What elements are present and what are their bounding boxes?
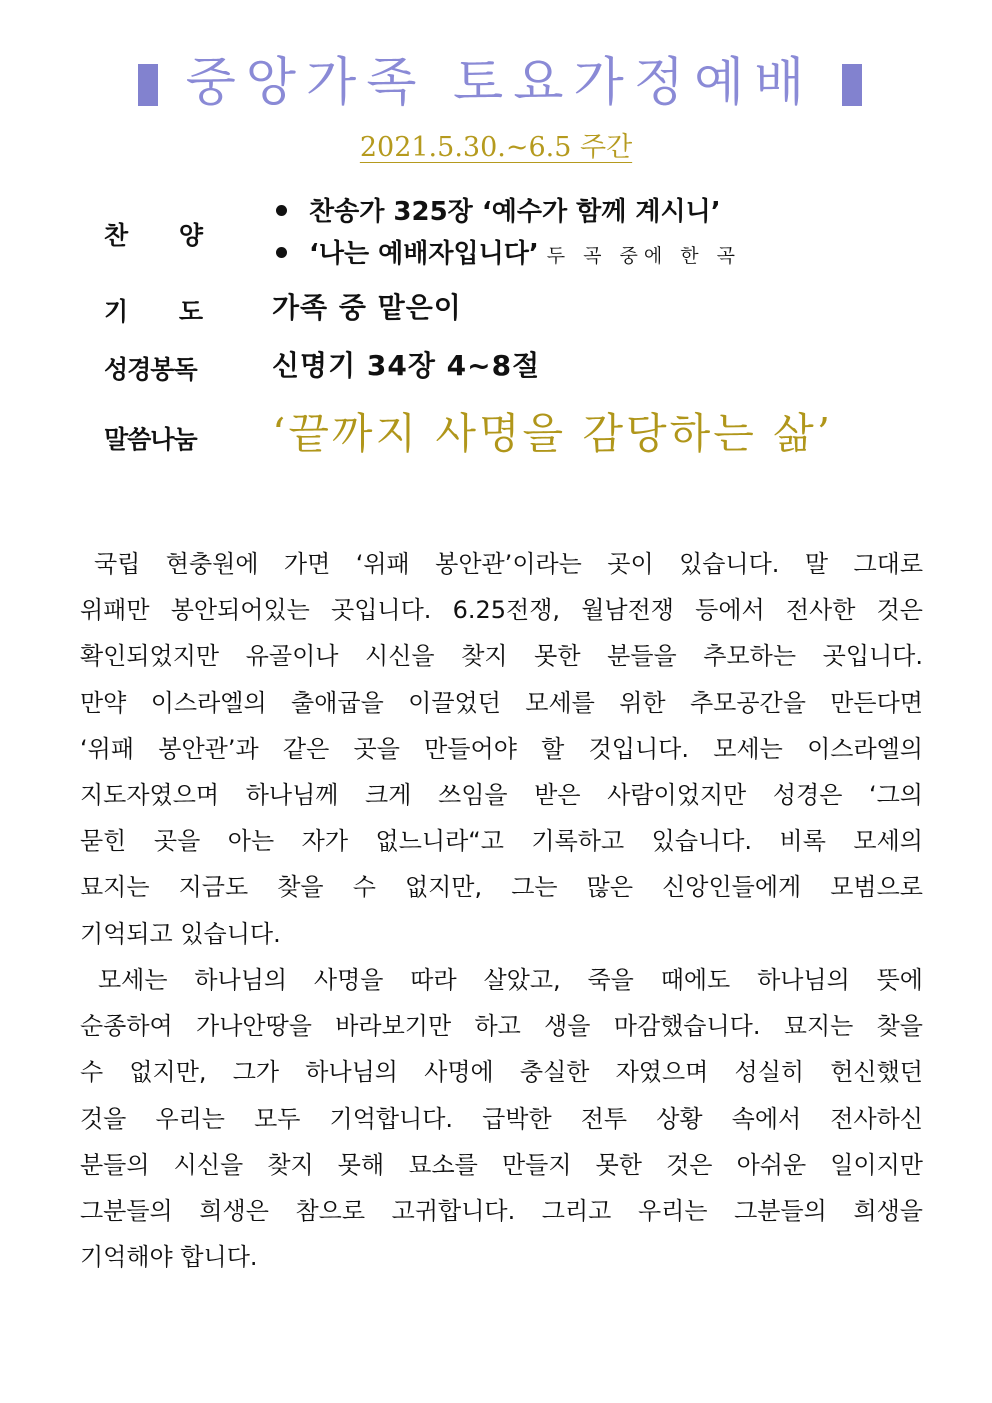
hymn-option-2 bbox=[272, 234, 741, 276]
title-bar-left-decoration bbox=[138, 64, 158, 106]
prayer-label-char-2: 도 bbox=[178, 297, 202, 326]
title-bar-right-decoration bbox=[842, 64, 862, 106]
sermon-title: ‘끝까지 사명을 감당하는 삶’ bbox=[272, 409, 834, 458]
page-title: 중앙가족 토요가정예배 bbox=[185, 53, 815, 113]
paragraph-line: 묘지는 지금도 찾을 수 없지만, 그는 많은 신앙인들에게 모범으로 bbox=[80, 873, 923, 902]
paragraph-line: 그분들의 희생은 참으로 고귀합니다. 그리고 우리는 그분들의 희생을 bbox=[80, 1196, 923, 1225]
hymn-choice-note: 두 곡 중에 한 곡 bbox=[546, 245, 742, 267]
hymn-option-1 bbox=[272, 192, 721, 232]
page-header bbox=[0, 44, 992, 124]
hymn-label bbox=[104, 216, 202, 252]
paragraph-line: 기억되고 있습니다. bbox=[80, 919, 281, 948]
paragraph-line: 순종하여 가나안땅을 바라보기만 하고 생을 마감했습니다. 묘지는 찾을 bbox=[80, 1012, 923, 1041]
hymn-label-char-1: 찬 bbox=[104, 221, 128, 250]
hymn-option-1-text: 찬송가 325장 ‘예수가 함께 계시니’ bbox=[309, 197, 721, 227]
paragraph-line: 만약 이스라엘의 출애굽을 이끌었던 모세를 위한 추모공간을 만든다면 bbox=[80, 688, 923, 717]
hymn-label-char-2: 양 bbox=[178, 221, 202, 250]
bullet-icon bbox=[276, 205, 287, 216]
bullet-icon bbox=[276, 247, 287, 258]
prayer-label-char-1: 기 bbox=[104, 297, 128, 326]
paragraph-line: 수 없지만, 그가 하나님의 사명에 충실한 자였으며 성실히 헌신했던 bbox=[80, 1058, 923, 1087]
paragraph-line: 모세는 하나님의 사명을 따라 살았고, 죽을 때에도 하나님의 뜻에 bbox=[98, 966, 923, 994]
sermon-paragraph-1 bbox=[80, 541, 923, 957]
service-period-text: 2021.5.30.~6.5 주간 bbox=[359, 132, 633, 163]
reading-value: 신명기 34장 4~8절 bbox=[272, 349, 541, 382]
paragraph-line: 국립 현충원에 가면 ‘위패 봉안관’이라는 곳이 있습니다. 말 그대로 bbox=[94, 550, 923, 578]
paragraph-line: 것을 우리는 모두 기억합니다. 급박한 전투 상황 속에서 전사하신 bbox=[80, 1104, 923, 1133]
sermon-label: 말씀나눔 bbox=[104, 425, 197, 454]
hymn-option-2-text: ‘나는 예배자입니다’ bbox=[309, 239, 539, 269]
paragraph-line: 묻힌 곳을 아는 자가 없느니라“고 기록하고 있습니다. 비록 모세의 bbox=[80, 827, 923, 856]
prayer-label bbox=[104, 292, 202, 328]
paragraph-line: 확인되었지만 유골이나 시신을 찾지 못한 분들을 추모하는 곳입니다. bbox=[80, 642, 923, 671]
service-period bbox=[0, 128, 992, 168]
paragraph-line: ‘위패 봉안관’과 같은 곳을 만들어야 할 것입니다. 모세는 이스라엘의 bbox=[80, 734, 923, 763]
paragraph-line: 분들의 시신을 찾지 못해 묘소를 만들지 못한 것은 아쉬운 일이지만 bbox=[80, 1150, 923, 1179]
paragraph-line: 기억해야 합니다. bbox=[80, 1243, 258, 1272]
paragraph-line: 지도자였으며 하나님께 크게 쓰임을 받은 사람이었지만 성경은 ‘그의 bbox=[80, 780, 923, 809]
sermon-paragraph-2 bbox=[80, 957, 923, 1280]
paragraph-line: 위패만 봉안되어있는 곳입니다. 6.25전쟁, 월남전쟁 등에서 전사한 것은 bbox=[80, 596, 923, 625]
prayer-value: 가족 중 맡은이 bbox=[272, 291, 462, 324]
reading-label: 성경봉독 bbox=[104, 355, 197, 384]
